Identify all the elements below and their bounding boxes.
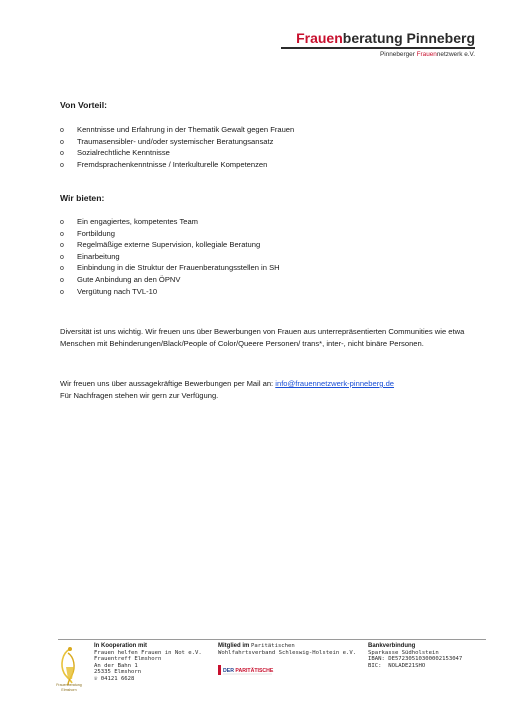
bullet-mark: o <box>60 253 64 261</box>
list-item: o Einarbeitung <box>60 251 280 263</box>
bullet-mark: o <box>60 219 64 226</box>
footer-mitglied: Mitglied im Paritätischen Wohlfahrtsverband Schleswig-Holstein e.V. <box>218 643 357 656</box>
contact-paragraph <box>60 378 480 401</box>
list-item: o Fremdsprachenkenntnisse / Interkulturelle Kompetenzen <box>60 159 294 171</box>
logo-title: Frauenberatung Pinneberg <box>296 30 475 46</box>
email-link[interactable]: info@frauennetzwerk-pinneberg.de <box>275 379 395 388</box>
list-item: o Fortbildung <box>60 228 280 240</box>
bullet-mark: o <box>60 138 64 146</box>
phone-line: ☏ 04121 6628 <box>94 675 135 682</box>
paritaetische-logo-icon <box>218 664 276 676</box>
bullet-mark: o <box>60 150 64 158</box>
footer-kooperation: In Kooperation mit Frauen helfen Frauen in Not e.V. Frauentreff Elmshorn An der Bahn 1 25335 Elmshorn ☏ 04121 6628 <box>94 643 202 682</box>
bullet-mark: o <box>60 230 64 238</box>
diversity-paragraph: Diversität ist uns wichtig. Wir freuen uns über Bewerbungen von Frauen aus unterrepräsentierten Communities wie etwa Menschen mit Behinderungen/Black/People of Color/Queere Personen/ trans*, inter-, nicht binäre Personen. <box>60 327 465 348</box>
logo-subtitle: Pinneberger Frauennetzwerk e.V. <box>380 51 475 58</box>
questions-line: Für Nachfragen stehen wir gern zur Verfügung. <box>60 390 219 400</box>
list-item: o Traumasensibler- und/oder systemischer Beratungsansatz <box>60 136 294 148</box>
list-vorteil <box>60 124 294 170</box>
bullet-mark: o <box>60 127 64 134</box>
bullet-mark: o <box>60 161 64 169</box>
list-item: o Vergütung nach TVL-10 <box>60 286 280 298</box>
header-logo <box>281 30 475 59</box>
list-item: o Kenntnisse und Erfahrung in der Thematik Gewalt gegen Frauen <box>60 124 294 136</box>
bullet-mark: o <box>60 242 64 250</box>
logo-underline <box>281 47 475 49</box>
list-item: o Sozialrechtliche Kenntnisse <box>60 147 294 159</box>
footer-divider <box>58 639 486 640</box>
section-heading-vorteil: Von Vorteil: <box>60 100 107 110</box>
footer-bank: Bankverbindung Sparkasse Südholstein IBAN: DE57230510300002153047 BIC: NOLADE21SHO <box>368 643 463 669</box>
contact-line: Wir freuen uns über aussagekräftige Bewerbungen per Mail an: info@frauennetzwerk-pinneberg.de <box>60 379 395 388</box>
bullet-mark: o <box>60 276 64 284</box>
section-heading-bieten: Wir bieten: <box>60 193 105 203</box>
footer-logo-label: Frauenberatung Elmshorn <box>56 683 82 692</box>
paritaet-logo-text: DER PARITÄTISCHE <box>223 668 274 674</box>
list-item: o Einbindung in die Struktur der Frauenberatungsstellen in SH <box>60 262 280 274</box>
list-item: o Ein engagiertes, kompetentes Team <box>60 216 280 228</box>
bullet-mark: o <box>60 265 64 273</box>
bullet-mark: o <box>60 288 64 296</box>
list-item: o Regelmäßige externe Supervision, kollegiale Beratung <box>60 239 280 251</box>
list-item: o Gute Anbindung an den ÖPNV <box>60 274 280 286</box>
list-bieten <box>60 216 280 297</box>
